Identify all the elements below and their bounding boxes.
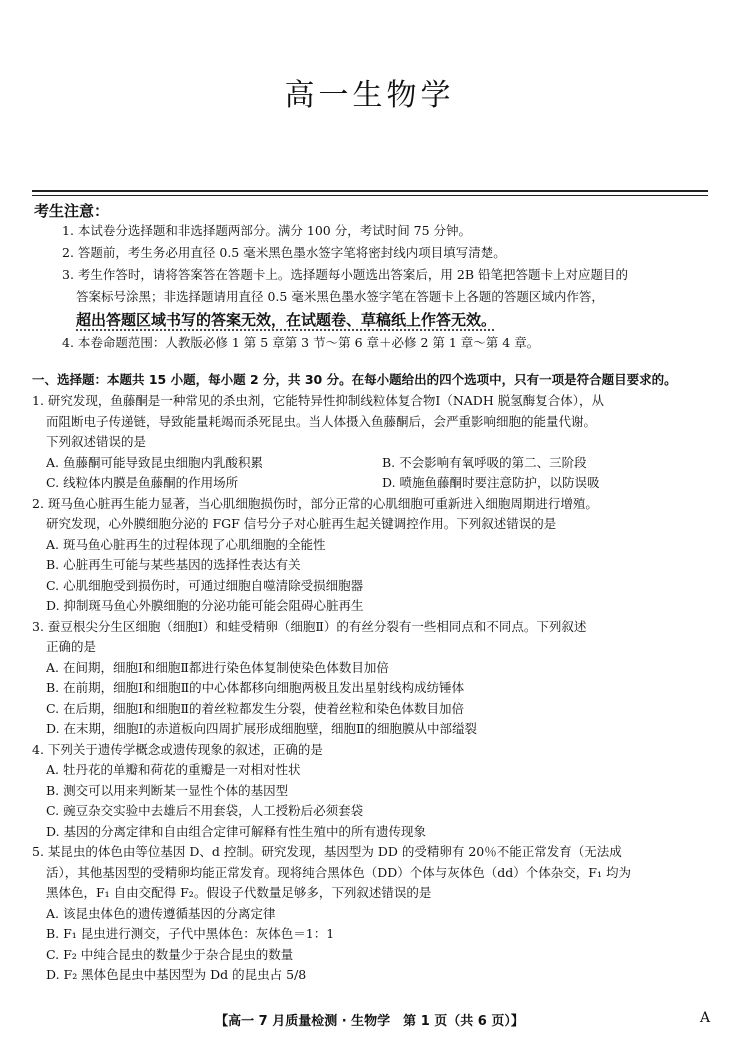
question-1 xyxy=(32,391,718,494)
option-d: D. 抑制斑马鱼心外膜细胞的分泌功能可能会阻碍心脏再生 xyxy=(46,598,364,613)
option-b: B. 心脏再生可能与某些基因的选择性表达有关 xyxy=(46,557,301,572)
option-a: A. 牡丹花的单瓣和荷花的重瓣是一对相对性状 xyxy=(46,762,301,777)
notice-emphasis: 超出答题区域书写的答案无效，在试题卷、草稿纸上作答无效。 xyxy=(76,311,497,329)
question-stem: 4. 下列关于遗传学概念或遗传现象的叙述，正确的是 xyxy=(32,741,323,757)
question-stem: 研究发现，心外膜细胞分泌的 FGF 信号分子对心脏再生起关键调控作用。下列叙述错误的是 xyxy=(46,516,557,531)
page-title: 高一生物学 xyxy=(284,78,455,113)
option-c: C. F₂ 中纯合昆虫的数量少于杂合昆虫的数量 xyxy=(46,946,294,962)
notice-list xyxy=(62,220,712,354)
question-3 xyxy=(32,617,718,740)
option-d: D. 在末期，细胞Ⅰ的赤道板向四周扩展形成细胞壁，细胞Ⅱ的细胞膜从中部缢裂 xyxy=(46,721,477,736)
option-row xyxy=(32,473,718,494)
question-stem: 黑体色，F₁ 自由交配得 F₂。假设子代数量足够多，下列叙述错误的是 xyxy=(46,885,432,900)
question-stem: 活），其他基因型的受精卵均能正常发育。现将纯合黑体色（DD）个体与灰体色（dd）个体杂交，F₁ 均为 xyxy=(46,864,631,880)
option-b: B. F₁ 昆虫进行测交，子代中黑体色：灰体色＝1：1 xyxy=(46,926,335,941)
question-list xyxy=(32,391,718,986)
paper-version-mark: A xyxy=(700,1010,711,1026)
question-4 xyxy=(32,740,718,843)
option-d: D. 基因的分离定律和自由组合定律可解释有性生殖中的所有遗传现象 xyxy=(46,823,427,839)
option-b: B. 测交可以用来判断某一显性个体的基因型 xyxy=(46,782,289,798)
notice-item: 3. 考生作答时，请将答案答在答题卡上。选择题每小题选出答案后，用 2B 铅笔把答题卡上对应题目的 xyxy=(62,267,628,282)
question-stem: 正确的是 xyxy=(46,639,97,654)
question-stem: 5. 某昆虫的体色由等位基因 D、d 控制。研究发现，基因型为 DD 的受精卵有 20％不能正常发育（无法成 xyxy=(32,844,622,859)
option-a: A. 在间期，细胞Ⅰ和细胞Ⅱ都进行染色体复制使染色体数目加倍 xyxy=(46,659,389,675)
question-stem: 3. 蚕豆根尖分生区细胞（细胞Ⅰ）和蛙受精卵（细胞Ⅱ）的有丝分裂有一些相同点和不同点。下列叙述 xyxy=(32,618,587,634)
option-a: A. 斑马鱼心脏再生的过程体现了心肌细胞的全能性 xyxy=(46,536,326,552)
option-b: B. 不会影响有氧呼吸的第二、三阶段 xyxy=(382,454,587,470)
header-rule-thin xyxy=(32,195,708,196)
page-footer: 【高一 7 月质量检测 · 生物学 第 1 页（共 6 页）】 xyxy=(215,1014,524,1029)
option-a: A. 该昆虫体色的遗传遵循基因的分离定律 xyxy=(46,905,276,921)
question-stem: 1. 研究发现，鱼藤酮是一种常见的杀虫剂，它能特异性抑制线粒体复合物Ⅰ（NADH 脱氢酶复合体），从 xyxy=(32,393,604,408)
question-2 xyxy=(32,494,718,617)
option-row xyxy=(32,453,718,474)
option-a: A. 鱼藤酮可能导致昆虫细胞内乳酸积累 xyxy=(46,454,263,470)
option-c: C. 豌豆杂交实验中去雄后不用套袋，人工授粉后必须套袋 xyxy=(46,803,364,818)
notice-heading: 考生注意： xyxy=(34,202,110,220)
option-b: B. 在前期，细胞Ⅰ和细胞Ⅱ的中心体都移向细胞两极且发出星射线构成纺锤体 xyxy=(46,680,465,695)
question-stem: 而阻断电子传递链，导致能量耗竭而杀死昆虫。当人体摄入鱼藤酮后，会严重影响细胞的能量代谢。 xyxy=(46,413,597,429)
option-d: D. 喷施鱼藤酮时要注意防护，以防误吸 xyxy=(382,475,600,490)
question-5 xyxy=(32,842,718,986)
header-rule-thick xyxy=(32,190,708,192)
question-stem: 2. 斑马鱼心脏再生能力显著，当心肌细胞损伤时，部分正常的心肌细胞可重新进入细胞周期进行增殖。 xyxy=(32,495,598,511)
notice-item: 2. 答题前，考生务必用直径 0.5 毫米黑色墨水签字笔将密封线内项目填写清楚。 xyxy=(62,245,506,260)
notice-item: 1. 本试卷分选择题和非选择题两部分。满分 100 分，考试时间 75 分钟。 xyxy=(62,223,472,238)
notice-item-continued: 答案标号涂黑；非选择题请用直径 0.5 毫米黑色墨水签字笔在答题卡上各题的答题区域内作答， xyxy=(76,289,604,304)
notice-item: 4. 本卷命题范围：人教版必修 1 第 5 章第 3 节～第 6 章＋必修 2 第 1 章～第 4 章。 xyxy=(62,335,540,350)
option-c: C. 在后期，细胞Ⅰ和细胞Ⅱ的着丝粒都发生分裂，使着丝粒和染色体数目加倍 xyxy=(46,700,465,716)
question-stem: 下列叙述错误的是 xyxy=(46,434,147,449)
option-d: D. F₂ 黑体色昆虫中基因型为 Dd 的昆虫占 5/8 xyxy=(46,967,307,982)
option-c: C. 线粒体内膜是鱼藤酮的作用场所 xyxy=(46,475,239,490)
section-heading: 一、选择题：本题共 15 小题，每小题 2 分，共 30 分。在每小题给出的四个选项中，只有一项是符合题目要求的。 xyxy=(32,372,677,387)
option-c: C. 心肌细胞受到损伤时，可通过细胞自噬清除受损细胞器 xyxy=(46,577,364,593)
